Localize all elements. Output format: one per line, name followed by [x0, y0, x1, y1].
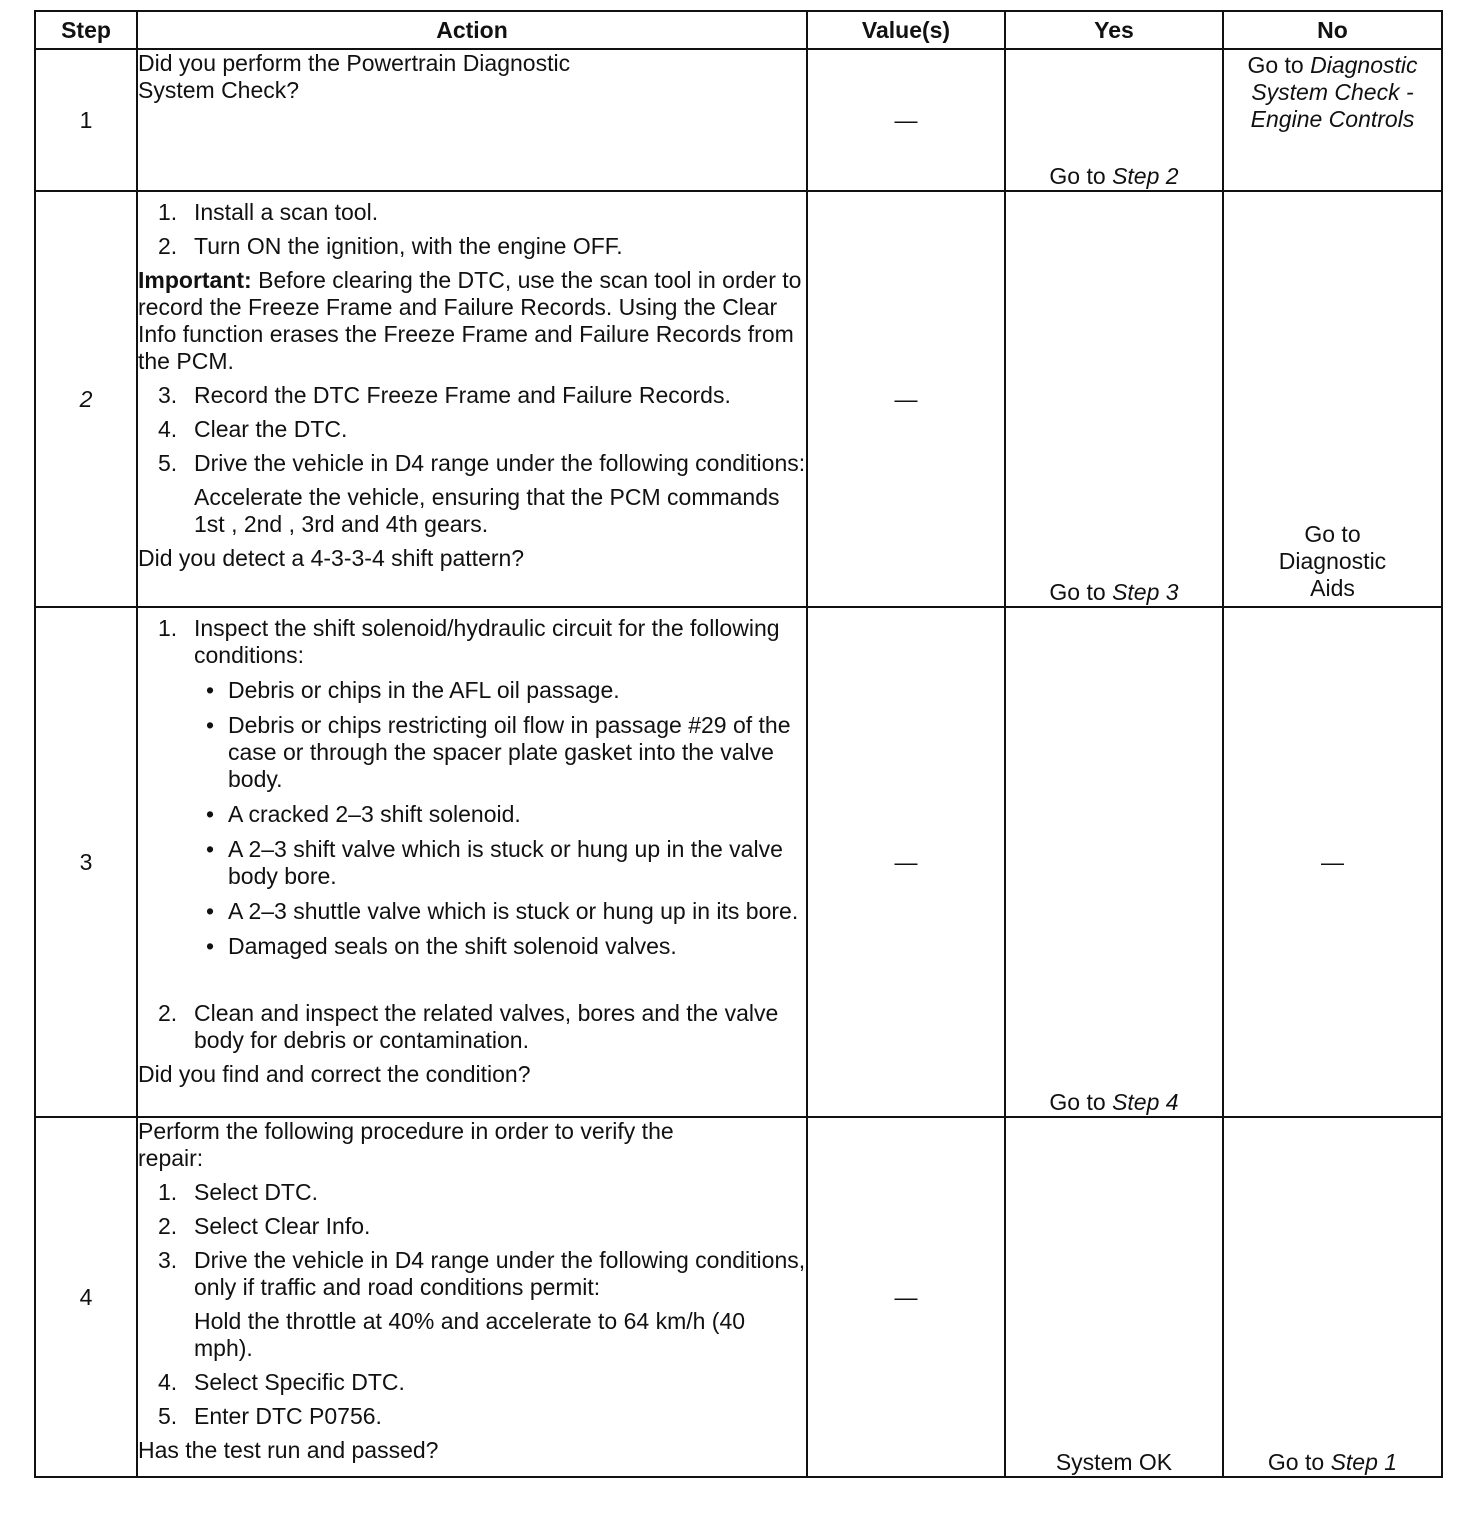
list-item: 1. Inspect the shift solenoid/hydraulic circuit for the following conditions: • Debris or chips in the AFL oil passage. • Debris or chips restricting oil flow in passage #29 of the case or through the spacer plate gasket into the valve body. • A cracked 2–3 shift solenoid. • A 2–3 shift valve which is stuck or hung up in the valve body bore. • A 2–3 shuttle valve which is stuck or hung up in its bore. • Damaged seals on the shift solenoid valves. [138, 615, 806, 960]
yes-cell [1005, 49, 1223, 191]
yes-prefix: Go to [1049, 1089, 1113, 1115]
diagnostic-table [34, 10, 1443, 1478]
value-cell: — [807, 49, 1005, 191]
no-cell [1223, 49, 1442, 191]
value-cell: — [807, 1117, 1005, 1477]
action-cell [137, 607, 807, 1117]
procedure-list [138, 199, 806, 260]
yes-cell [1005, 191, 1223, 607]
yes-link[interactable]: Step 2 [1112, 163, 1179, 189]
no-cell [1223, 1117, 1442, 1477]
no-prefix: Go to [1267, 1449, 1331, 1475]
list-item: 3. Record the DTC Freeze Frame and Failure Records. [158, 382, 731, 408]
step-number: 3 [35, 607, 137, 1117]
question-text: Did you perform the Powertrain Diagnostic System Check? [138, 50, 571, 103]
intro-text: Perform the following procedure in order to verify the repair: [138, 1118, 674, 1171]
question-text: Did you detect a 4-3-3-4 shift pattern? [138, 545, 525, 571]
header-action: Action [137, 11, 807, 49]
list-item: 4. Clear the DTC. [158, 416, 348, 442]
question-text: Has the test run and passed? [138, 1437, 439, 1463]
list-item: 3. Drive the vehicle in D4 range under the following conditions, only if traffic and road conditions permit: [158, 1247, 806, 1300]
action-cell [137, 191, 807, 607]
step-number: 4 [35, 1117, 137, 1477]
procedure-list [138, 1369, 806, 1430]
list-item: 2. Select Clear Info. [158, 1213, 371, 1239]
action-cell [137, 1117, 807, 1477]
header-no: No [1223, 11, 1442, 49]
yes-prefix: Go to [1049, 163, 1113, 189]
list-item: 2. Clean and inspect the related valves, bores and the valve body for debris or contamination. [158, 1000, 779, 1053]
yes-link[interactable]: Step 4 [1112, 1089, 1179, 1115]
header-row [35, 11, 1442, 49]
no-prefix: Go to [1247, 52, 1311, 78]
table-row-step-3 [35, 607, 1442, 1117]
yes-link[interactable]: Step 3 [1112, 579, 1179, 605]
no-cell [1223, 191, 1442, 607]
bullet-item: • Debris or chips restricting oil flow in passage #29 of the case or through the spacer plate gasket into the valve body. [206, 712, 791, 792]
bullet-item: • A cracked 2–3 shift solenoid. [206, 801, 521, 827]
step-number: 1 [35, 49, 137, 191]
no-link[interactable]: Go to Diagnostic Aids [1278, 521, 1387, 601]
condition-detail: Accelerate the vehicle, ensuring that the PCM commands 1st , 2nd , 3rd and 4th gears. [194, 484, 780, 537]
header-values: Value(s) [807, 11, 1005, 49]
bullet-item: • A 2–3 shuttle valve which is stuck or hung up in its bore. [206, 898, 799, 924]
table-row-step-4 [35, 1117, 1442, 1477]
bullet-item: • A 2–3 shift valve which is stuck or hung up in the valve body bore. [206, 836, 783, 889]
list-item: 4. Select Specific DTC. [158, 1369, 405, 1395]
step-number: 2 [35, 191, 137, 607]
value-cell: — [807, 191, 1005, 607]
list-item: 5. Drive the vehicle in D4 range under the following conditions: [158, 450, 806, 476]
yes-cell[interactable]: System OK [1005, 1117, 1223, 1477]
value-cell: — [807, 607, 1005, 1117]
bullet-item: • Debris or chips in the AFL oil passage. [206, 677, 620, 703]
no-link[interactable]: Diagnostic System Check - Engine Controls [1250, 52, 1418, 132]
procedure-list [138, 382, 806, 477]
list-item: 5. Enter DTC P0756. [158, 1403, 382, 1429]
action-cell [137, 49, 807, 191]
table-row-step-1 [35, 49, 1442, 191]
important-note: Important: Before clearing the DTC, use the scan tool in order to record the Freeze Frame and Failure Records. Using the Clear Info function erases the Freeze Frame and Failure Records from the PCM. [138, 267, 802, 374]
procedure-list [138, 1179, 806, 1301]
yes-prefix: Go to [1049, 579, 1113, 605]
question-text: Did you find and correct the condition? [138, 1061, 531, 1087]
no-link[interactable]: Step 1 [1330, 1449, 1398, 1475]
procedure-list [138, 615, 806, 1054]
header-step: Step [35, 11, 137, 49]
header-yes: Yes [1005, 11, 1223, 49]
list-item: 1. Install a scan tool. [158, 199, 379, 225]
condition-list [194, 677, 806, 960]
no-cell: — [1223, 607, 1442, 1117]
list-item: 2. Turn ON the ignition, with the engine OFF. [158, 233, 623, 259]
yes-cell [1005, 607, 1223, 1117]
condition-detail: Hold the throttle at 40% and accelerate to 64 km/h (40 mph). [194, 1308, 746, 1361]
list-item: 1. Select DTC. [158, 1179, 318, 1205]
table-row-step-2 [35, 191, 1442, 607]
bullet-item: • Damaged seals on the shift solenoid valves. [206, 933, 677, 959]
